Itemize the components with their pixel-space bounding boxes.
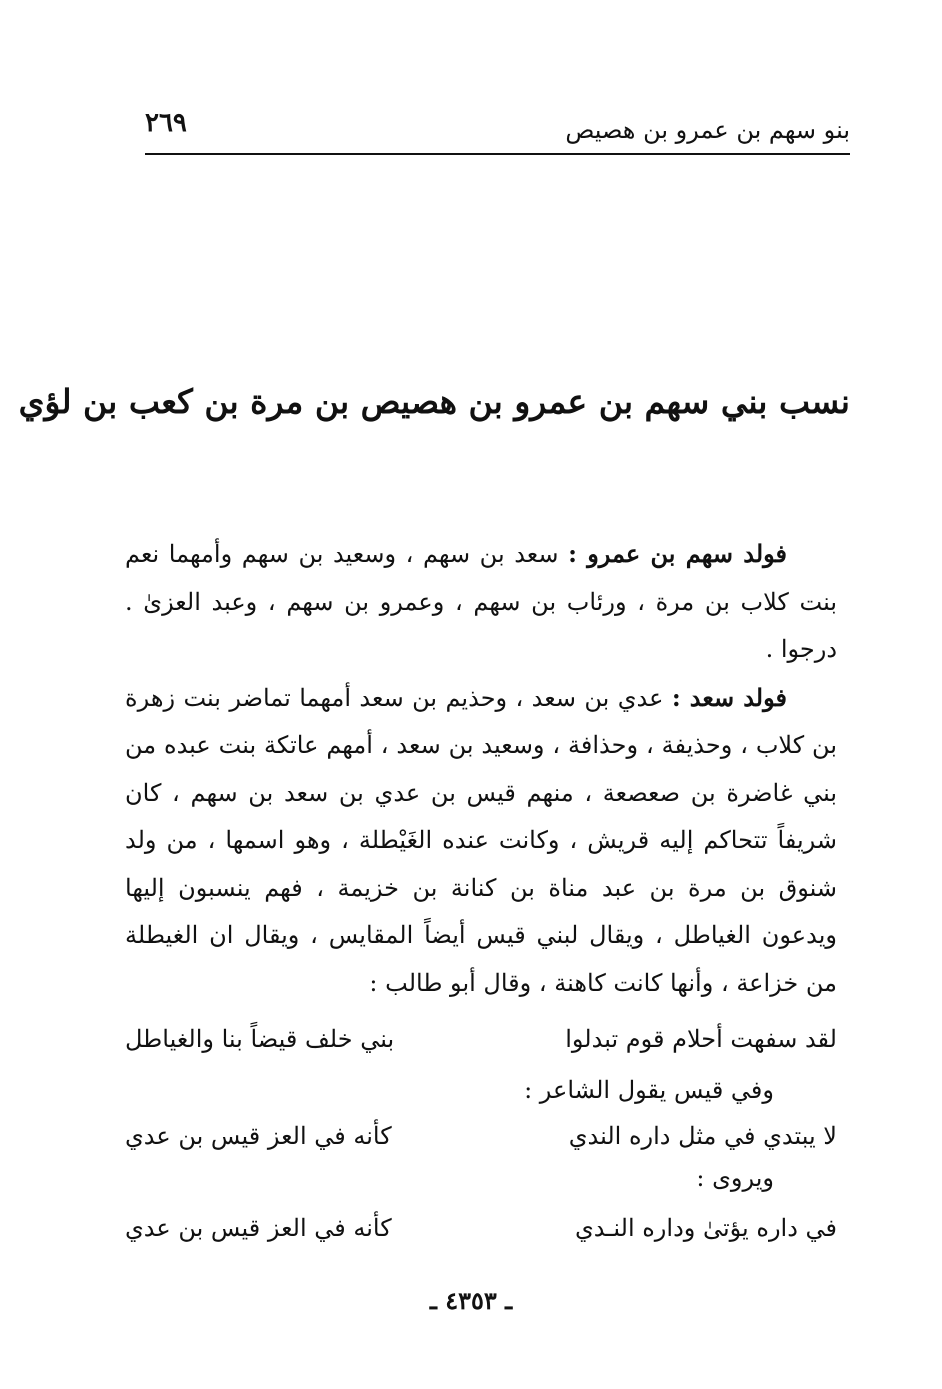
chapter-title: نسب بني سهم بن عمرو بن هصيص بن مرة بن كعب بن لؤي (18, 382, 850, 421)
paragraph-lead: فولد سعد : (671, 682, 787, 712)
page-header (145, 108, 850, 154)
paragraph-lead: فولد سهم بن عمرو : (568, 539, 788, 568)
paragraph-sons-of-saad (125, 674, 837, 1008)
verse-second-hemistich: كأنه في العز قيس بن عدي (125, 1122, 392, 1150)
verse-intro-poet: وفي قيس يقول الشاعر : (524, 1076, 774, 1104)
verse-first-hemistich: لا يبتدي في مثل داره الندي (568, 1122, 837, 1150)
paragraph-body: سعد بن سهم ، وسعيد بن سهم وأمهما نعم بنت كلاب بن مرة ، ورئاب بن سهم ، وعمرو بن سهم ، وعبد العزىٰ . درجوا . (125, 540, 837, 663)
verse-first-hemistich: في داره يؤتىٰ وداره النـدي (574, 1214, 837, 1242)
paragraph-body: عدي بن سعد ، وحذيم بن سعد أمهما تماضر بنت زهرة بن كلاب ، وحذيفة ، وحذافة ، وسعيد بن سعد ، أمهم عاتكة بنت عبده من بني غاضرة بن صعصعة ، منهم قيس بن عدي بن سعد بن سهم ، كان شريفاً تتحاكم إليه قريش ، وكانت عنده الغَيْطلة ، وهو اسمها ، من ولد شنوق بن مرة بن عبد مناة بن كنانة بن خزيمة ، فهم ينسبون إليها ويدعون الغياطل ، ويقال لبني قيس أيضاً المقايس ، ويقال ان الغيطلة من خزاعة ، وأنها كانت كاهنة ، وقال أبو طالب : (125, 683, 837, 997)
verse-second-hemistich: بني خلف قيضاً بنا والغياطل (125, 1025, 395, 1053)
page-number-bottom: ـ ٤٣٥٣ ـ (429, 1286, 513, 1315)
verse-intro-variant: ويروى : (696, 1164, 774, 1192)
header-rule (145, 153, 850, 155)
verse-first-hemistich: لقد سفهت أحلام قوم تبدلوا (565, 1025, 837, 1053)
page-number-top: ٢٦٩ (145, 108, 187, 138)
running-title: بنو سهم بن عمرو بن هصيص (565, 116, 850, 144)
body-text (125, 530, 837, 1007)
paragraph-sons-of-sahm (125, 530, 837, 674)
verse-second-hemistich: كأنه في العز قيس بن عدي (125, 1214, 392, 1242)
